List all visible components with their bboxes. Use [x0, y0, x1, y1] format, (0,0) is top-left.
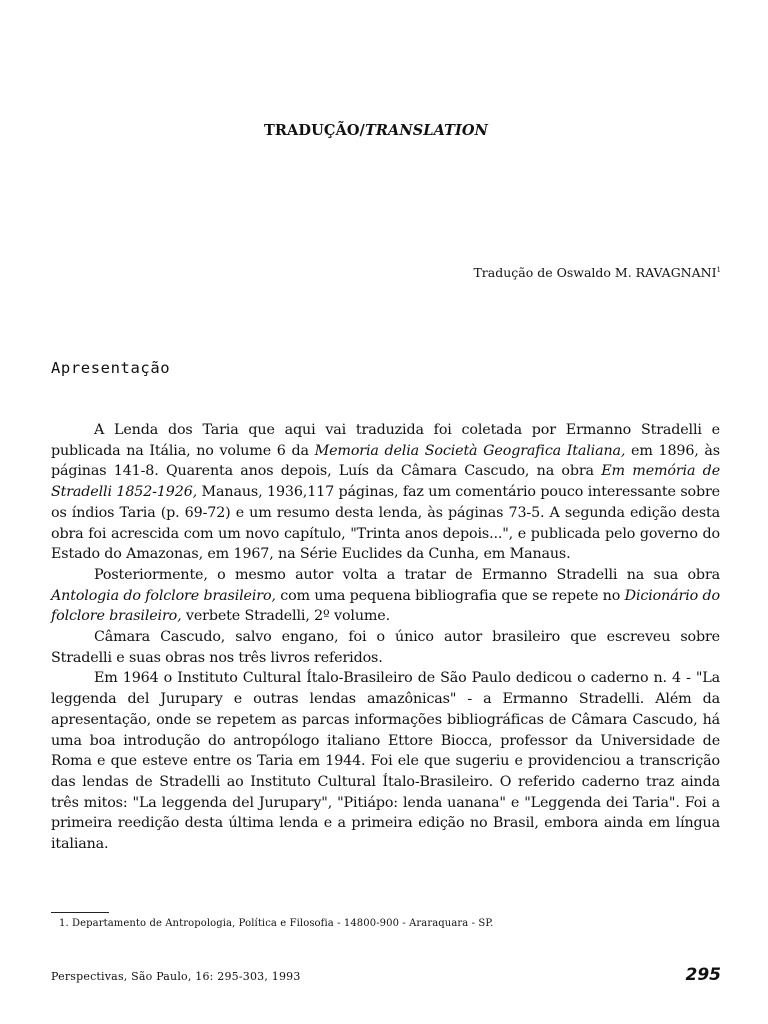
- paragraph-2-dictionary-title: Dicionário do folclore brasileiro,: [51, 587, 720, 625]
- paragraph-4: Em 1964 o Instituto Cultural Ítalo-Brasileiro de São Paulo dedicou o caderno n. 4 - "La leggenda del Jurupary e outras lendas amazônicas" - a Ermanno Stradelli. Além da apresentação, onde se repetem as parcas informações bibliográficas de Câmara Cascudo, há uma boa introdução do antropólogo italiano Ettore Biocca, professor da Universidade de Roma e que esteve entre os Taria em 1944. Foi ele que sugeriu e providenciou a transcrição das lendas de Stradelli ao Instituto Cultural Ítalo-Brasileiro. O referido caderno traz ainda três mitos: "La leggenda del Jurupary", "Pitiápo: lenda uanana" e "Leggenda dei Taria". Foi a primeira reedição desta última lenda e a primeira edição no Brasil, embora ainda em língua italiana.: [51, 670, 720, 853]
- paragraph-2-text-a: Posteriormente, o mesmo autor volta a tratar de Ermanno Stradelli na sua obra: [94, 566, 720, 583]
- paragraph-2: [51, 565, 720, 627]
- paragraph-1-text-c: Manaus, 1936,117 páginas, faz um comentário pouco interessante sobre os índios Taria (p. 69-72) e um resumo desta lenda, às páginas 73-5. A segunda edição desta obra foi acrescida com um novo capítulo, "Trinta anos depois...", e publicada pelo governo do Estado do Amazonas, em 1967, na Série Euclides da Cunha, em Manaus.: [51, 484, 720, 563]
- paragraph-3: Câmara Cascudo, salvo engano, foi o único autor brasileiro que escreveu sobre Stradelli e suas obras nos três livros referidos.: [51, 629, 720, 666]
- paragraph-1-book-title: Em memória de Stradelli 1852-1926,: [51, 463, 720, 501]
- translator-byline: [473, 265, 721, 280]
- body-text: [51, 420, 720, 855]
- title-english: TRANSLATION: [364, 122, 488, 139]
- paragraph-2-text-c: verbete Stradelli, 2º volume.: [181, 608, 391, 625]
- page-number: 295: [685, 965, 721, 985]
- paragraph-1-text-b: em 1896, às páginas 141-8. Quarenta anos depois, Luís da Câmara Cascudo, na obra: [51, 442, 720, 480]
- paragraph-2-book-title: Antologia do folclore brasileiro,: [51, 587, 276, 604]
- paragraph-1-text-a: A Lenda dos Taria que aqui vai traduzida foi coletada por Ermanno Stradelli e publicada na Itália, no volume 6 da: [51, 422, 720, 459]
- byline-text: Tradução de Oswaldo M. RAVAGNANI: [473, 265, 717, 280]
- journal-citation: Perspectivas, São Paulo, 16: 295-303, 1993: [51, 970, 301, 983]
- paragraph-1-journal-title: Memoria delia Società Geografica Italiana,: [314, 442, 626, 459]
- footnote-marker[interactable]: 1: [716, 266, 721, 274]
- section-heading: Apresentação: [51, 359, 171, 377]
- title-portuguese: TRADUÇÃO/: [264, 122, 365, 139]
- footnote: 1. Departamento de Antropologia, Política e Filosofia - 14800-900 - Araraquara - SP.: [59, 918, 494, 929]
- page-title: [0, 122, 752, 139]
- paragraph-1: [51, 420, 720, 565]
- paragraph-2-text-b: com uma pequena bibliografia que se repete no: [275, 587, 625, 604]
- footnote-divider: [51, 912, 109, 913]
